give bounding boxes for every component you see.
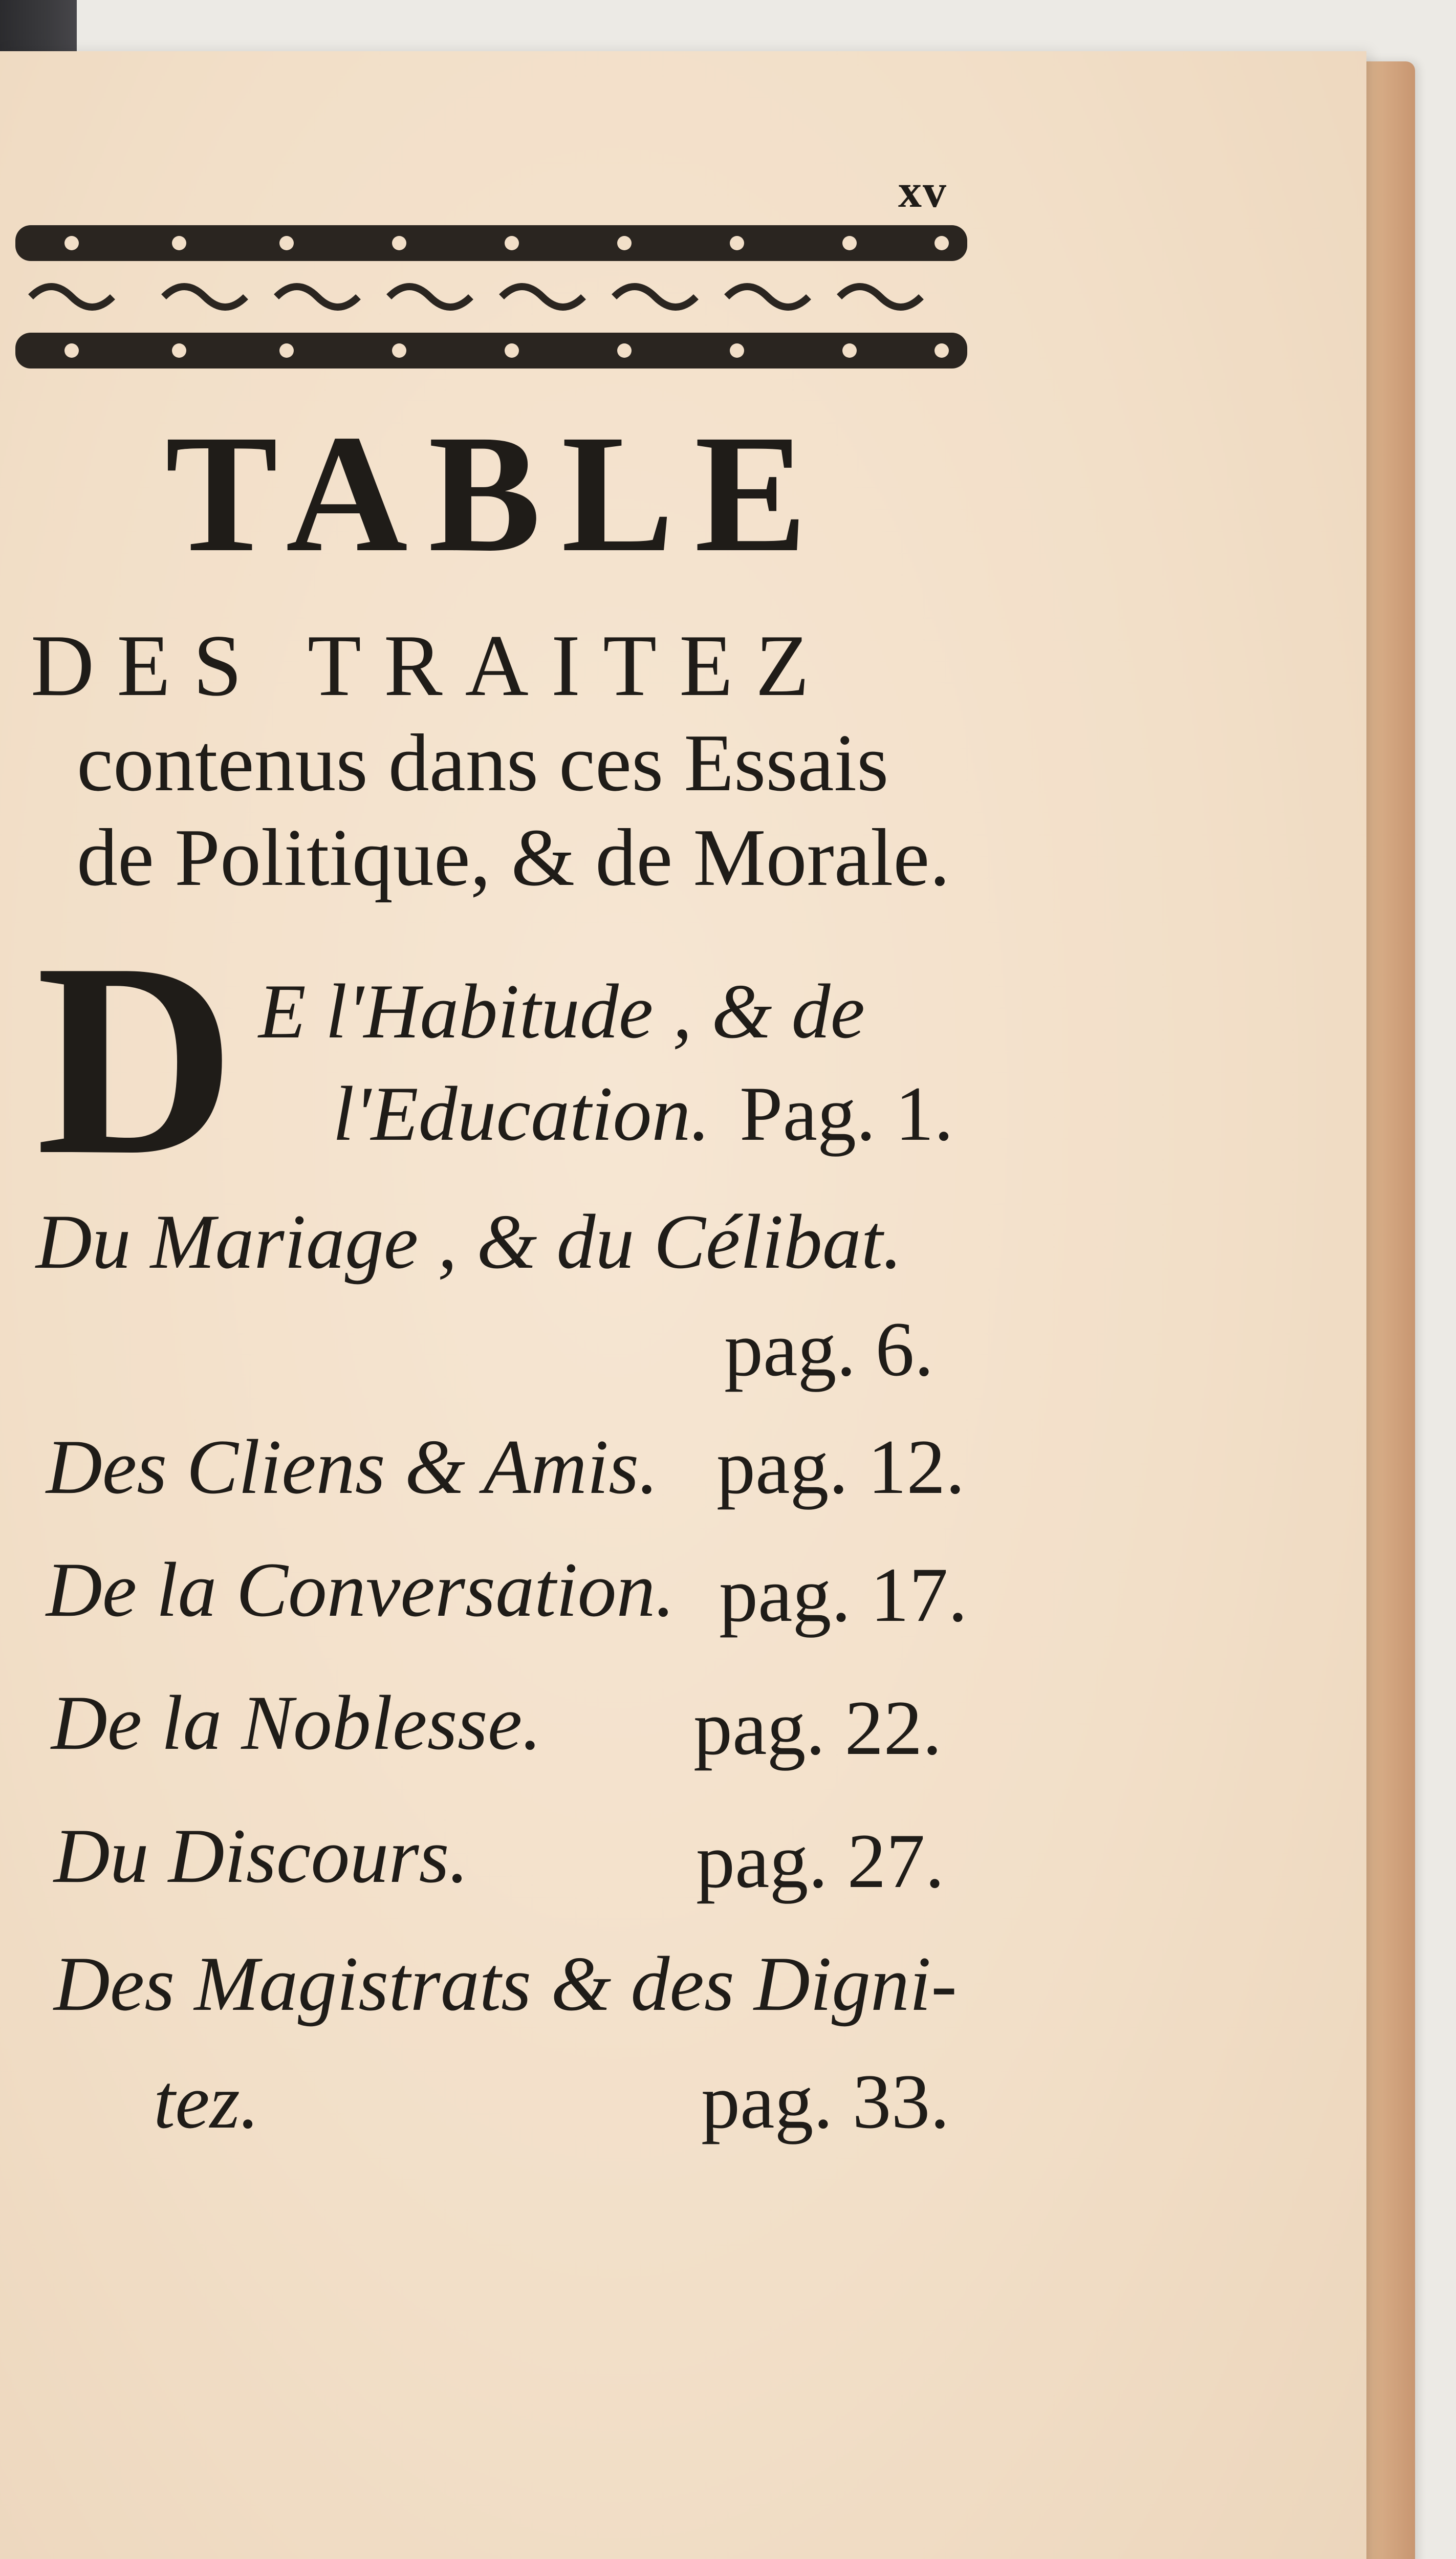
toc-entry-4-page: pag. 17. <box>719 1552 968 1638</box>
toc-entry-2-page: pag. 6. <box>724 1306 934 1392</box>
toc-entry-5-title: De la Noblesse. <box>51 1680 542 1766</box>
intro-line-1: contenus dans ces Essais <box>77 717 889 808</box>
ornament-top-row <box>15 225 967 261</box>
toc-entry-7-page: pag. 33. <box>701 2058 950 2144</box>
toc-entry-3-title: Des Cliens & Amis. <box>46 1424 659 1510</box>
toc-entry-4-title: De la Conversation. <box>46 1547 675 1633</box>
toc-entry-5-page: pag. 22. <box>693 1685 942 1771</box>
subtitle: DES TRAITEZ <box>31 617 832 714</box>
toc-entry-1-line-2: l'Education. <box>333 1071 710 1157</box>
toc-entry-3-page: pag. 12. <box>716 1424 965 1510</box>
toc-entry-1-line-1: E l'Habitude , & de <box>258 968 865 1054</box>
printers-ornament-band <box>10 215 972 379</box>
toc-entry-7-line-1: Des Magistrats & des Digni- <box>54 1941 957 2027</box>
toc-entry-1-page: Pag. 1. <box>740 1071 953 1157</box>
folio-number: xv <box>898 165 947 217</box>
toc-entry-6-page: pag. 27. <box>696 1818 945 1904</box>
toc-entry-7-line-2: tez. <box>154 2058 259 2144</box>
toc-entry-6-title: Du Discours. <box>54 1813 469 1899</box>
page-title: TABLE <box>165 400 828 587</box>
drop-cap: D <box>36 906 235 1212</box>
ornament-bottom-row <box>15 333 967 368</box>
toc-entry-2-title: Du Mariage , & du Célibat. <box>36 1199 903 1285</box>
intro-line-2: de Politique, & de Morale. <box>77 812 950 903</box>
